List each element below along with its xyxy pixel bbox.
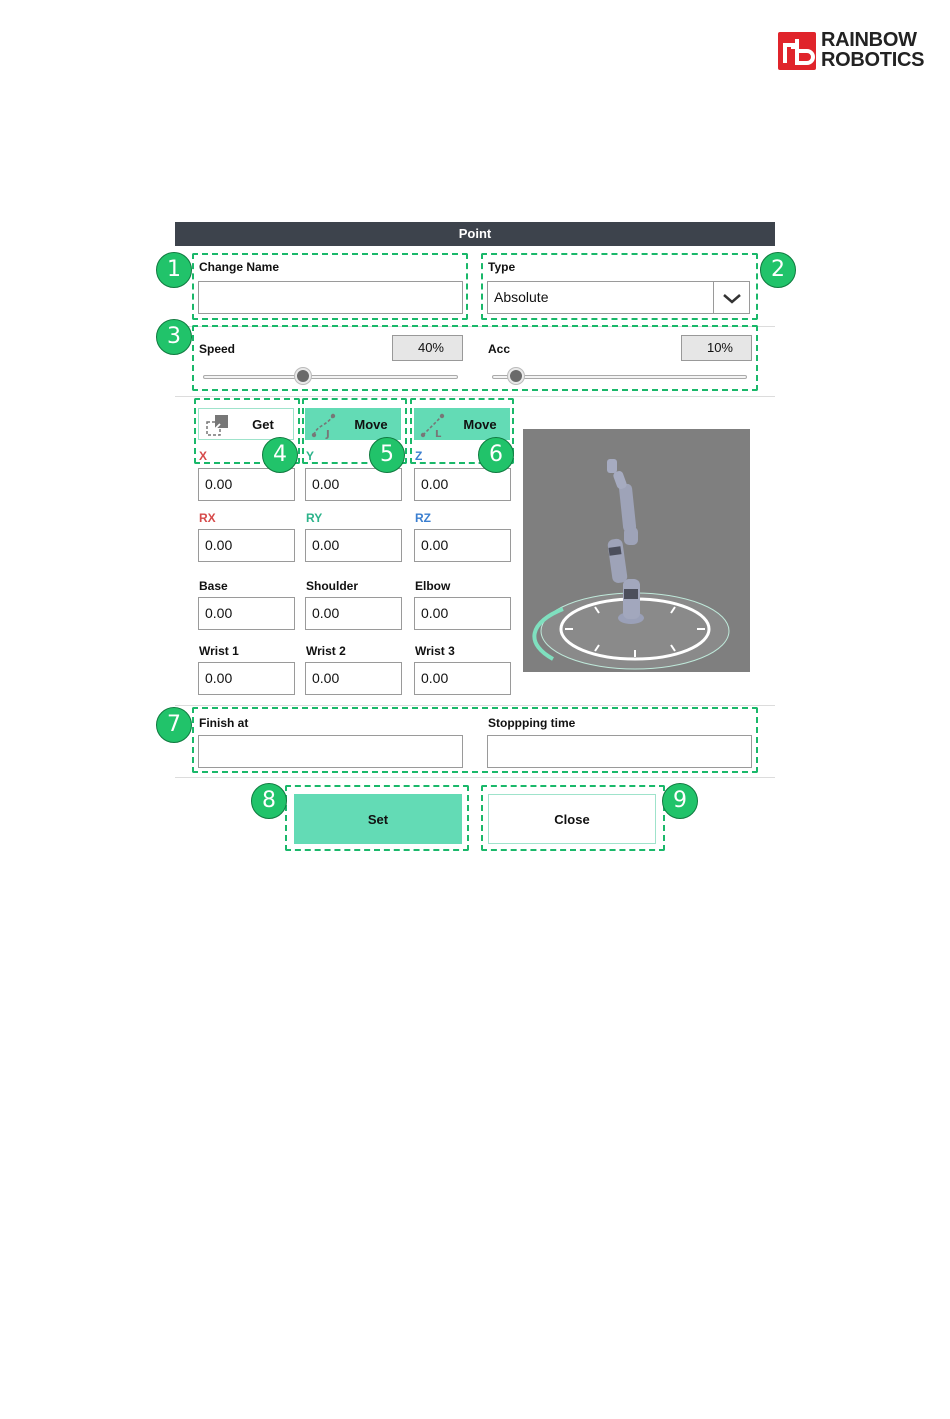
brand-name bbox=[821, 30, 924, 70]
robot-arm-illustration bbox=[523, 429, 750, 672]
x-input[interactable]: 0.00 bbox=[198, 468, 295, 501]
type-label: Type bbox=[488, 260, 516, 274]
brand-line-1: RAINBOW bbox=[821, 29, 917, 51]
y-label: Y bbox=[306, 449, 315, 463]
wrist1-input[interactable]: 0.00 bbox=[198, 662, 295, 695]
speed-value: 40% bbox=[392, 335, 463, 361]
ry-label: RY bbox=[306, 511, 323, 525]
move-l-label: Move bbox=[463, 416, 497, 432]
base-input[interactable]: 0.00 bbox=[198, 597, 295, 630]
callout-badge-7: 7 bbox=[156, 707, 192, 743]
callout-badge-6: 6 bbox=[478, 437, 514, 473]
rx-label: RX bbox=[199, 511, 216, 525]
dialog-title: Point bbox=[175, 222, 775, 246]
callout-box-9 bbox=[481, 785, 665, 851]
callout-badge-5: 5 bbox=[369, 437, 405, 473]
callout-badge-8: 8 bbox=[251, 783, 287, 819]
base-label: Base bbox=[199, 579, 228, 593]
rz-input[interactable]: 0.00 bbox=[414, 529, 511, 562]
x-label: X bbox=[199, 449, 208, 463]
robot-3d-view[interactable] bbox=[523, 429, 750, 672]
wrist3-label: Wrist 3 bbox=[415, 644, 455, 658]
wrist2-label: Wrist 2 bbox=[306, 644, 346, 658]
divider bbox=[175, 396, 775, 397]
callout-box-8 bbox=[285, 785, 469, 851]
callout-badge-2: 2 bbox=[760, 252, 796, 288]
callout-badge-1: 1 bbox=[156, 252, 192, 288]
divider bbox=[175, 777, 775, 778]
type-select-value: Absolute bbox=[494, 289, 549, 305]
wrist3-input[interactable]: 0.00 bbox=[414, 662, 511, 695]
wrist2-input[interactable]: 0.00 bbox=[305, 662, 402, 695]
callout-badge-9: 9 bbox=[662, 783, 698, 819]
rainbow-robotics-logo-icon bbox=[778, 32, 816, 70]
wrist1-label: Wrist 1 bbox=[199, 644, 239, 658]
ry-input[interactable]: 0.00 bbox=[305, 529, 402, 562]
move-j-label: Move bbox=[354, 416, 388, 432]
elbow-label: Elbow bbox=[415, 579, 451, 593]
acc-label: Acc bbox=[488, 342, 511, 356]
close-button[interactable]: Close bbox=[488, 794, 656, 844]
elbow-input[interactable]: 0.00 bbox=[414, 597, 511, 630]
get-button-label: Get bbox=[252, 416, 274, 432]
speed-label: Speed bbox=[199, 342, 236, 356]
svg-text:J: J bbox=[326, 429, 330, 439]
set-button[interactable]: Set bbox=[294, 794, 462, 844]
shoulder-label: Shoulder bbox=[306, 579, 359, 593]
z-input[interactable]: 0.00 bbox=[414, 468, 511, 501]
acc-value: 10% bbox=[681, 335, 752, 361]
callout-box-3 bbox=[192, 325, 758, 391]
z-label: Z bbox=[415, 449, 423, 463]
callout-badge-3: 3 bbox=[156, 319, 192, 355]
brand-line-2: ROBOTICS bbox=[821, 49, 925, 71]
callout-box-2 bbox=[481, 253, 758, 320]
stopping-time-label: Stoppping time bbox=[488, 716, 576, 730]
callout-box-7 bbox=[192, 707, 758, 773]
shoulder-input[interactable]: 0.00 bbox=[305, 597, 402, 630]
rz-label: RZ bbox=[415, 511, 431, 525]
change-name-label: Change Name bbox=[199, 260, 280, 274]
y-input[interactable]: 0.00 bbox=[305, 468, 402, 501]
callout-badge-4: 4 bbox=[262, 437, 298, 473]
divider bbox=[175, 705, 775, 706]
finish-at-label: Finish at bbox=[199, 716, 249, 730]
svg-text:L: L bbox=[435, 429, 442, 439]
rx-input[interactable]: 0.00 bbox=[198, 529, 295, 562]
callout-box-1 bbox=[192, 253, 468, 320]
